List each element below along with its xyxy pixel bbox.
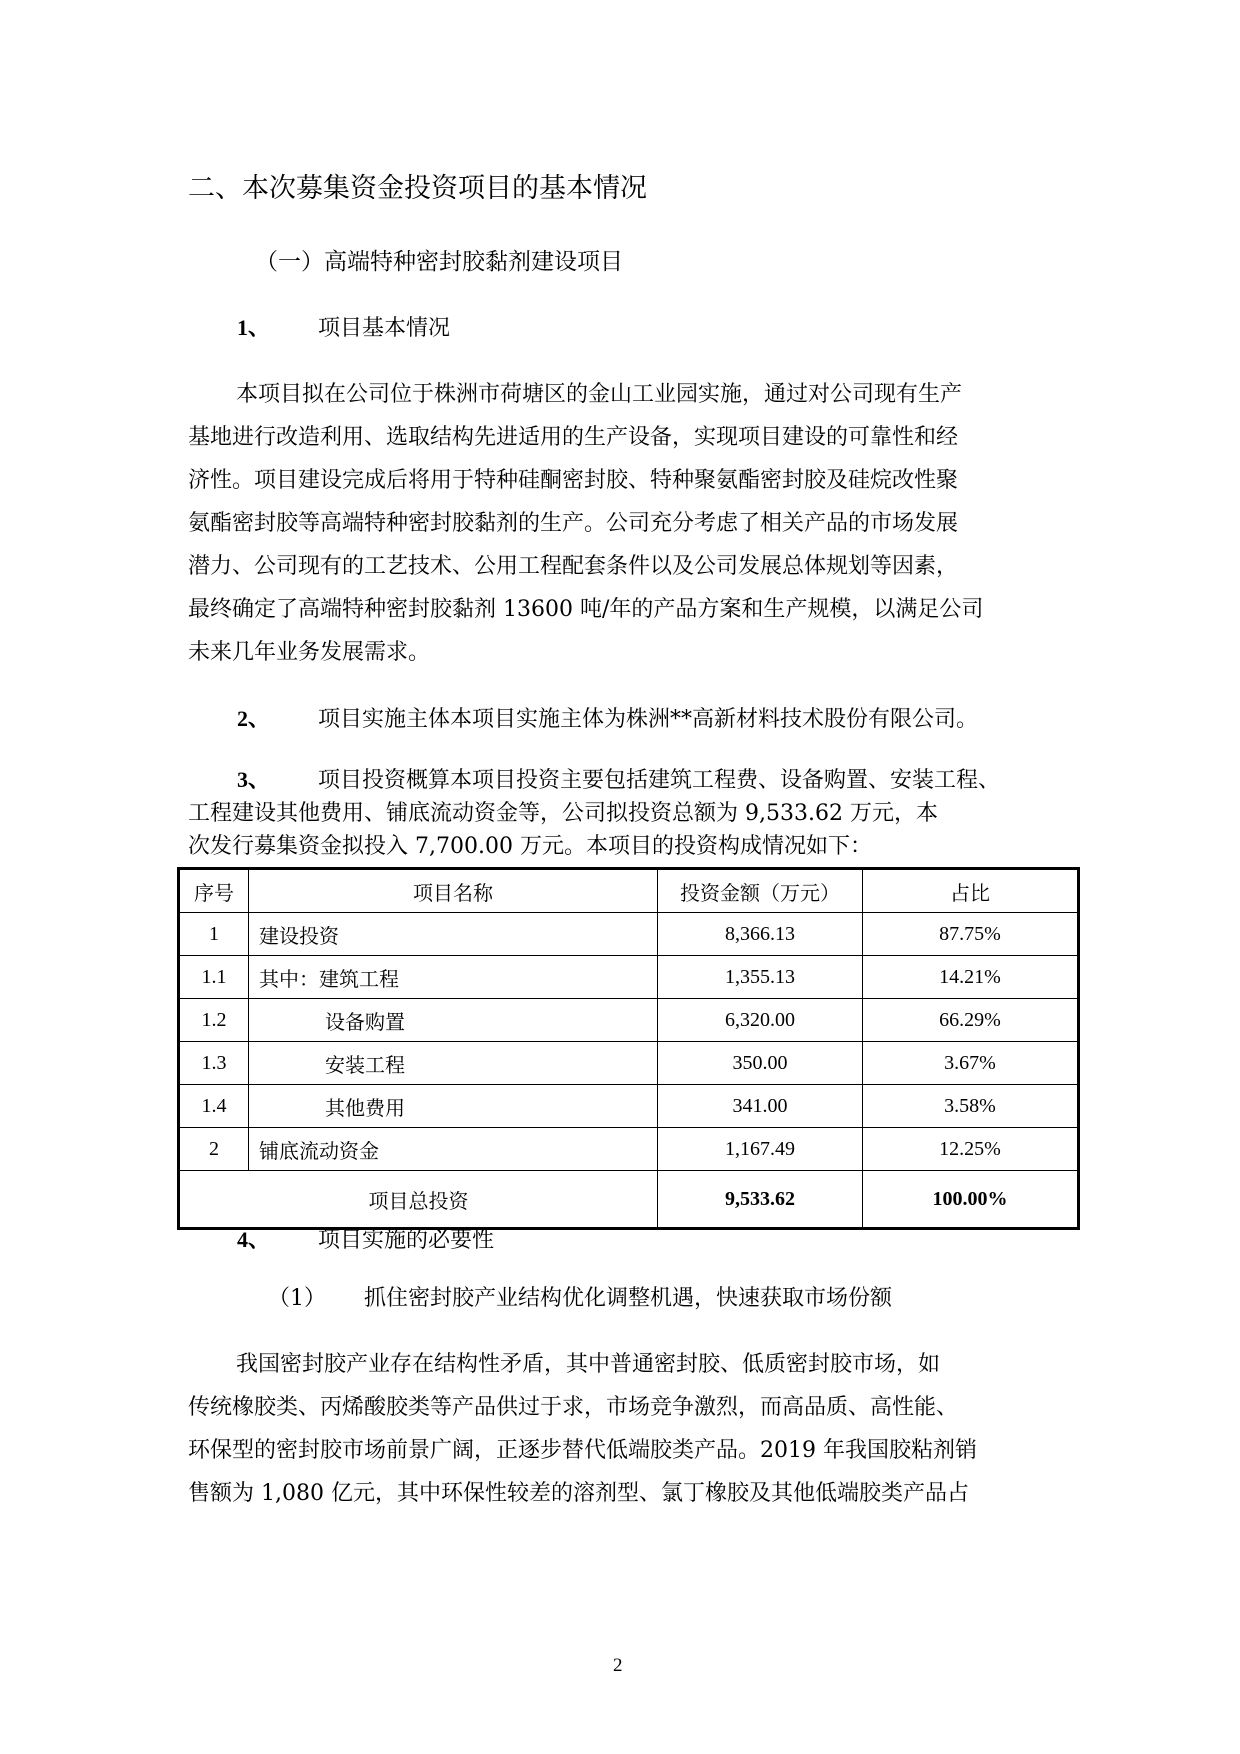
table-row: [179, 913, 1079, 956]
item4-number: 4、: [237, 1227, 271, 1252]
item3-line: 工程建设其他费用、铺底流动资金等，公司拟投资总额为 9,533.62 万元，本: [188, 801, 938, 826]
item2-text: 项目实施主体本项目实施主体为株洲**高新材料技术股份有限公司。: [318, 707, 979, 732]
text-line: 未来几年业务发展需求。: [188, 640, 431, 665]
cell-no: 2: [179, 1128, 249, 1171]
item3-number: 3、: [237, 767, 271, 792]
text-line: 售额为 1,080 亿元，其中环保性较差的溶剂型、氯丁橡胶及其他低端胶类产品占: [188, 1481, 969, 1506]
text-line: 氨酯密封胶等高端特种密封胶黏剂的生产。公司充分考虑了相关产品的市场发展: [188, 511, 959, 536]
subsection-title: （一）高端特种密封胶黏剂建设项目: [255, 249, 623, 275]
cell-pct: 3.58%: [863, 1085, 1079, 1128]
item1-number: 1、: [237, 315, 271, 340]
text-line: 本项目拟在公司位于株洲市荷塘区的金山工业园实施，通过对公司现有生产: [236, 382, 963, 407]
cell-amount: 8,366.13: [658, 913, 863, 956]
cell-amount: 6,320.00: [658, 999, 863, 1042]
text-line: 传统橡胶类、丙烯酸胶类等产品供过于求，市场竞争激烈，而高品质、高性能、: [188, 1395, 959, 1420]
cell-no: 1.2: [179, 999, 249, 1042]
cell-amount: 1,167.49: [658, 1128, 863, 1171]
cell-name: 铺底流动资金: [249, 1128, 658, 1171]
text-line: 环保型的密封胶市场前景广阔，正逐步替代低端胶类产品。2019 年我国胶粘剂销: [188, 1438, 977, 1463]
cell-amount: 350.00: [658, 1042, 863, 1085]
cell-no: 1.1: [179, 956, 249, 999]
text-line: 我国密封胶产业存在结构性矛盾，其中普通密封胶、低质密封胶市场，如: [236, 1352, 941, 1377]
cell-name: 其中：建筑工程: [249, 956, 658, 999]
text-line: 最终确定了高端特种密封胶黏剂 13600 吨/年的产品方案和生产规模，以满足公司: [188, 597, 984, 622]
total-amount: 9,533.62: [658, 1171, 863, 1229]
cell-name: 建设投资: [249, 913, 658, 956]
header-no: 序号: [179, 869, 249, 913]
cell-no: 1.4: [179, 1085, 249, 1128]
item3-line: 项目投资概算本项目投资主要包括建筑工程费、设备购置、安装工程、: [318, 768, 1001, 793]
cell-name: 其他费用: [249, 1085, 658, 1128]
section-title: 二、本次募集资金投资项目的基本情况: [188, 173, 647, 204]
investment-table: [177, 867, 1080, 1230]
cell-no: 1.3: [179, 1042, 249, 1085]
total-pct: 100.00%: [863, 1171, 1079, 1229]
item1-heading: 项目基本情况: [318, 316, 451, 341]
item3-line: 次发行募集资金拟投入 7,700.00 万元。本项目的投资构成情况如下：: [188, 834, 872, 859]
text-line: 济性。项目建设完成后将用于特种硅酮密封胶、特种聚氨酯密封胶及硅烷改性聚: [188, 468, 959, 493]
item2-number: 2、: [237, 706, 271, 731]
text-line: 潜力、公司现有的工艺技术、公用工程配套条件以及公司发展总体规划等因素，: [188, 554, 959, 579]
cell-amount: 1,355.13: [658, 956, 863, 999]
table-row: [179, 956, 1079, 999]
item4-heading: 项目实施的必要性: [318, 1228, 495, 1253]
cell-pct: 87.75%: [863, 913, 1079, 956]
cell-pct: 14.21%: [863, 956, 1079, 999]
table-total-row: [179, 1171, 1079, 1229]
table-header-row: [179, 869, 1079, 913]
cell-pct: 3.67%: [863, 1042, 1079, 1085]
cell-no: 1: [179, 913, 249, 956]
table-row: [179, 1042, 1079, 1085]
header-pct: 占比: [863, 869, 1079, 913]
table-row: [179, 999, 1079, 1042]
cell-pct: 66.29%: [863, 999, 1079, 1042]
page-number: 2: [613, 1655, 623, 1676]
sub1-number: （1）: [268, 1286, 326, 1311]
cell-pct: 12.25%: [863, 1128, 1079, 1171]
sub1-heading: 抓住密封胶产业结构优化调整机遇，快速获取市场份额: [364, 1286, 893, 1311]
text-line: 基地进行改造利用、选取结构先进适用的生产设备，实现项目建设的可靠性和经: [188, 425, 959, 450]
cell-amount: 341.00: [658, 1085, 863, 1128]
cell-name: 设备购置: [249, 999, 658, 1042]
total-label: 项目总投资: [179, 1171, 658, 1229]
header-amount: 投资金额（万元）: [658, 869, 863, 913]
table-row: [179, 1128, 1079, 1171]
table-row: [179, 1085, 1079, 1128]
cell-name: 安装工程: [249, 1042, 658, 1085]
header-name: 项目名称: [249, 869, 658, 913]
